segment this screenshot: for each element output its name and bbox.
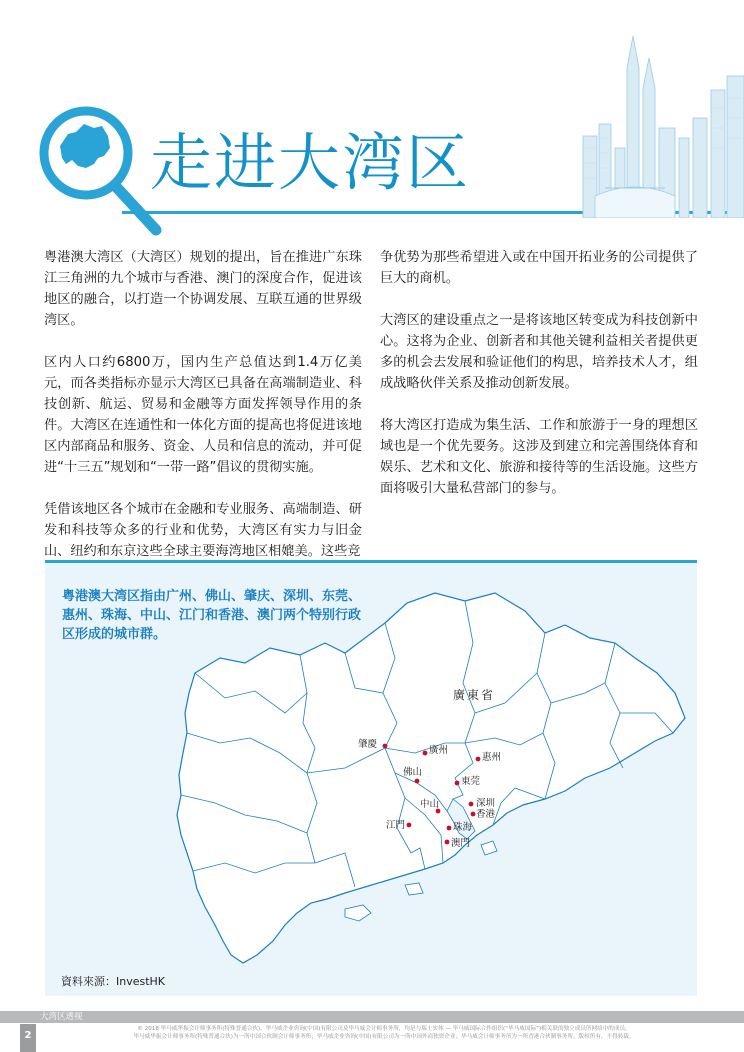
city-label-zhongshan: 中山 <box>420 799 440 810</box>
city-label-huizhou: 惠州 <box>482 752 502 763</box>
body-paragraph: 争优势为那些希望进入或在中国开拓业务的公司提供了巨大的商机。 <box>380 250 698 286</box>
legal-line: © 2018 毕马威华振会计师事务所(特殊普通合伙)、毕马威企业咨询(中国)有限公司及毕马威会计师事务所，均是与瑞士实体 — 毕马威国际合作组织(“毕马威国际”)相关联的独立成员所网络中的成员。 <box>137 1026 631 1032</box>
city-skyline-illustration <box>575 28 744 218</box>
body-paragraph: 凭借该地区各个城市在金融和专业服务、高端制造、研发和科技等众多的行业和优势，大湾区有实力与旧金山、纽约和东京这些全球主要海湾地区相媲美。这些竞 <box>44 502 362 559</box>
city-dot-zhaoqing <box>383 744 388 749</box>
island <box>405 883 423 895</box>
body-paragraph: 大湾区的建设重点之一是将该地区转变成为科技创新中心。这将为企业、创新者和其他关键利益相关者提供更多的机会去发展和验证他们的构思，培养技术人才，组成战略伙伴关系及推动创新发展。 <box>380 313 698 391</box>
guangdong-landmass <box>177 593 685 963</box>
city-label-guangzhou: 廣州 <box>429 745 449 756</box>
legal-notice <box>44 1025 724 1041</box>
city-dot-macau <box>445 840 450 845</box>
body-column-left <box>44 247 362 583</box>
legal-line: 毕马威华振会计师事务所(特殊普通合伙)为一所中国合伙制会计师事务所；毕马威企业咨询(中国)有限公司为一所中国外商独资企业；毕马威会计师事务所为一所香港合伙制事务所。版权所有，不得转载。 <box>133 1034 635 1040</box>
city-dot-dongguan <box>455 781 460 786</box>
body-paragraph: 将大湾区打造成为集生活、工作和旅游于一身的理想区域也是一个优先要务。这涉及到建立和完善围绕体育和娱乐、艺术和文化、旅游和接待等的生活设施。这些方面将吸引大量私营部门的参与。 <box>380 418 698 496</box>
city-label-zhuhai: 珠海 <box>453 822 473 833</box>
page-header <box>0 0 744 235</box>
body-paragraph: 区内人口约6800万，国内生产总值达到1.4万亿美元，而各类指标亦显示大湾区已具备在高端制造业、科技创新、航运、贸易和金融等方面发挥领导作用的条件。大湾区在连通性和一体化方面的提高也将促进该地区内部商品和服务、资金、人员和信息的流动，并可促进“十三五”规划和“一带一路”倡议的贯彻实施。 <box>44 355 362 475</box>
city-label-macau: 澳門 <box>451 838 471 849</box>
city-label-jiangmen: 江門 <box>386 820 406 831</box>
island <box>481 841 497 855</box>
footer-section-title: 大湾区透视 <box>40 1012 83 1022</box>
city-dot-guangzhou <box>423 751 428 756</box>
island <box>345 905 371 921</box>
city-label-dongguan: 東莞 <box>461 776 481 787</box>
city-dot-foshan <box>415 779 420 784</box>
city-dot-hongkong <box>471 812 476 817</box>
footer-bar <box>0 1011 744 1023</box>
page-number: 2 <box>20 1024 36 1052</box>
city-label-foshan: 佛山 <box>403 767 423 778</box>
city-dot-zhuhai <box>447 826 452 831</box>
map-panel <box>45 560 697 996</box>
map-caption: 粤港澳大湾区指由广州、佛山、肇庆、深圳、东莞、惠州、珠海、中山、江门和香港、澳门两个特别行政区形成的城市群。 <box>62 589 362 642</box>
province-label: 廣東省 <box>453 688 496 702</box>
city-label-shenzhen: 深圳 <box>476 798 496 809</box>
city-dot-huizhou <box>476 757 481 762</box>
body-column-right <box>380 247 698 520</box>
map-source: 資料來源：InvestHK <box>61 975 166 988</box>
page-title: 走进大湾区 <box>150 126 471 199</box>
city-label-hongkong: 香港 <box>476 809 496 820</box>
city-label-zhaoqing: 肇慶 <box>358 739 378 750</box>
city-dot-jiangmen <box>407 823 412 828</box>
body-paragraph: 粤港澳大湾区（大湾区）规划的提出，旨在推进广东珠江三角洲的九个城市与香港、澳门的深度合作，促进该地区的融合，以打造一个协调发展、互联互通的世界级湾区。 <box>44 250 362 328</box>
magnifier-with-guangdong-map-icon <box>38 98 168 238</box>
city-dot-shenzhen <box>469 802 474 807</box>
